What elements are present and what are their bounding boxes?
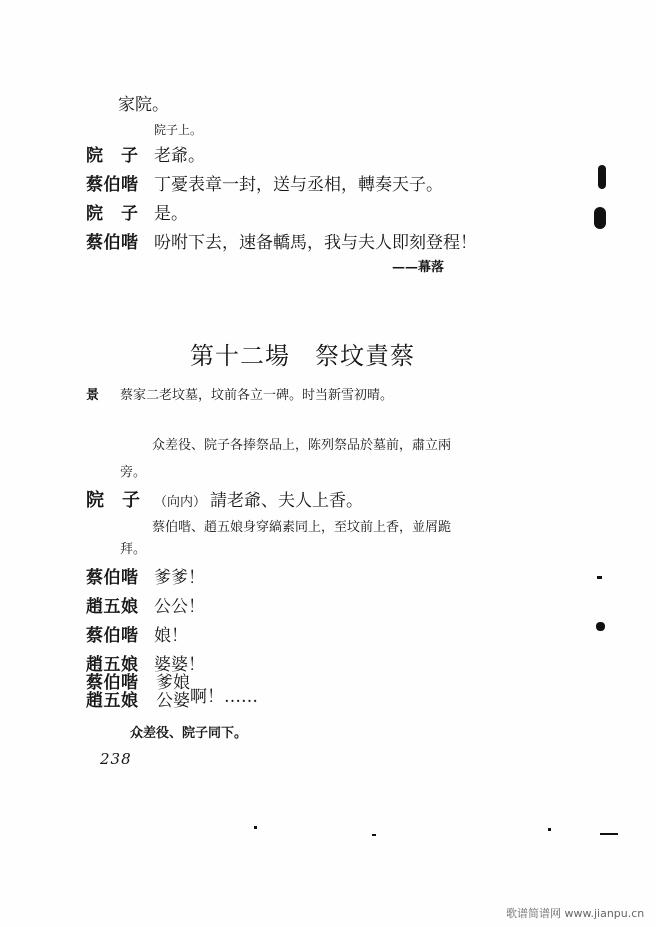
speech: 老爺。 [154, 146, 205, 166]
speaker: 趙五娘 [86, 597, 139, 617]
speech: 是。 [154, 204, 188, 224]
speech: 婆婆！ [154, 655, 205, 675]
dialogue-row [86, 228, 477, 253]
dialogue-row [86, 650, 205, 675]
speech: 公婆 [156, 691, 190, 711]
speaker: 蔡伯喈 [86, 626, 139, 646]
curtain-falls: ——幕落 [392, 260, 445, 275]
scan-mark [600, 833, 618, 835]
dialogue-row [86, 199, 188, 224]
speech: 請老爺、夫人上香。 [210, 491, 364, 511]
speaker: 蔡伯喈 [86, 673, 139, 693]
stage-direction-exit: 众差役、院子同下。 [130, 726, 248, 741]
dialogue-row [86, 486, 363, 512]
stage-direction-line: 拜。 [120, 542, 147, 557]
scan-mark [597, 576, 602, 579]
scan-mark [598, 165, 606, 189]
scan-mark [596, 622, 605, 631]
line-jiayuan: 家院。 [118, 95, 169, 115]
dialogue-row [86, 170, 443, 195]
dialogue-row [86, 621, 188, 646]
speech: 公公！ [154, 597, 205, 617]
watermark: 歌谱简谱网 www.jianpu.cn [506, 907, 645, 920]
speaker: 趙五娘 [86, 691, 139, 711]
speech: 爹娘 [156, 673, 190, 693]
scan-mark [254, 826, 257, 829]
aside: （向内） [154, 495, 207, 510]
dialogue-row [86, 563, 205, 588]
speech: 啊！…… [190, 687, 258, 707]
page-number: 238 [100, 750, 132, 768]
speech: 吩咐下去，速备轎馬，我与夫人即刻登程！ [154, 233, 477, 253]
speaker: 院 子 [86, 146, 139, 166]
scan-mark [372, 834, 376, 836]
setting-text: 蔡家二老坟墓，坟前各立一碑。时当新雪初晴。 [120, 388, 394, 403]
stage-direction-line: 蔡伯喈、趙五娘身穿縞素同上，至坟前上香，並屑跪 [152, 520, 452, 535]
speaker: 院 子 [86, 490, 140, 511]
speaker: 蔡伯喈 [86, 233, 139, 253]
stage-direction-enter: 院子上。 [154, 123, 203, 137]
setting-label: 景 [86, 388, 100, 403]
speech: 丁憂表章一封，送与丞相，轉奏天子。 [154, 175, 443, 195]
stage-direction-line: 旁。 [120, 465, 147, 480]
speech: 爹爹！ [154, 568, 205, 588]
speaker: 蔡伯喈 [86, 568, 139, 588]
speaker: 趙五娘 [86, 655, 139, 675]
dialogue-row [86, 592, 205, 617]
stage-direction-line: 众差役、院子各捧祭品上，陈列祭品於墓前，肅立兩 [152, 438, 452, 453]
scan-mark [548, 828, 551, 831]
dialogue-row [86, 141, 205, 166]
scene-title: 第十二場 祭坟責蔡 [190, 342, 415, 370]
scan-mark [594, 207, 606, 229]
speaker: 院 子 [86, 204, 139, 224]
speech: 娘！ [154, 626, 188, 646]
speaker: 蔡伯喈 [86, 175, 139, 195]
